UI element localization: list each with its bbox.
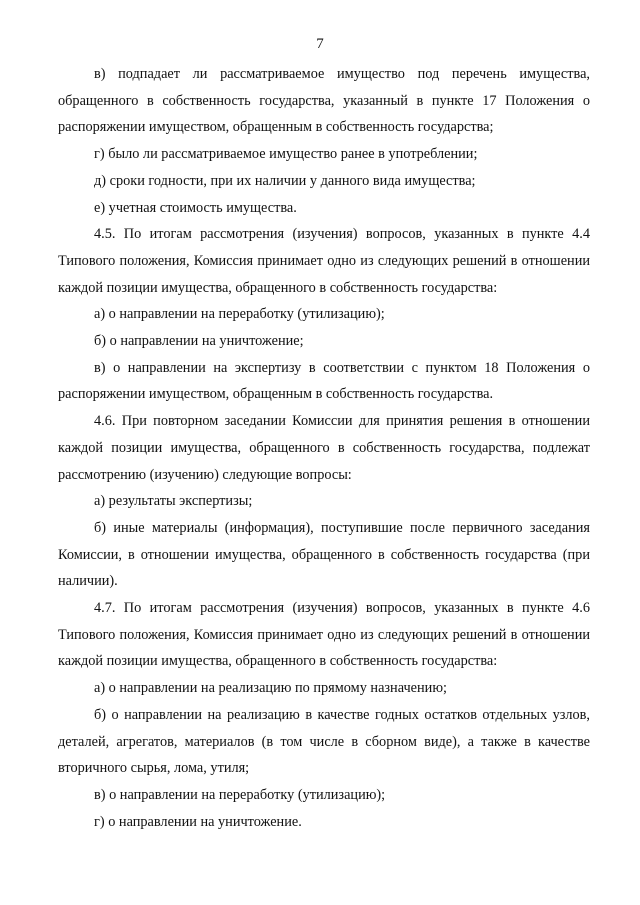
paragraph-4-6-item-b: б) иные материалы (информация), поступившие после первичного заседания Комиссии, в отношении имущества, обращенного в собственность государства (при наличии). — [58, 519, 590, 590]
paragraph-clause-4-7: 4.7. По итогам рассмотрения (изучения) вопросов, указанных в пункте 4.6 Типового положения, Комиссия принимает одно из следующих решений в отношении каждой позиции имущества, обращенного в собственность государства: — [58, 600, 590, 670]
paragraph-4-7-option-v: в) о направлении на переработку (утилизацию); — [94, 786, 386, 803]
paragraph-4-7-option-g: г) о направлении на уничтожение. — [94, 813, 302, 830]
paragraph-clause-4-6: 4.6. При повторном заседании Комиссии для принятия решения в отношении каждой позиции имущества, обращенного в собственность государства, подлежат рассмотрению (изучению) следующие вопросы: — [58, 413, 590, 483]
paragraph-4-6-item-a: а) результаты экспертизы; — [94, 493, 253, 510]
paragraph-4-5-option-a: а) о направлении на переработку (утилизацию); — [94, 306, 385, 323]
paragraph-4-5-option-v: в) о направлении на экспертизу в соответствии с пунктом 18 Положения о распоряжении имуществом, обращенным в собственность государства. — [58, 359, 590, 403]
paragraph-item-g-used: г) было ли рассматриваемое имущество ранее в употреблении; — [94, 146, 478, 163]
paragraph-item-v-list: в) подпадает ли рассматриваемое имущество под перечень имущества, обращенного в собственность государства, указанный в пункте 17 Положения о распоряжении имуществом, обращенным в собственность государства; — [58, 66, 590, 136]
paragraph-item-e-cost: е) учетная стоимость имущества. — [94, 199, 297, 216]
paragraph-item-d-expiry: д) сроки годности, при их наличии у данного вида имущества; — [94, 172, 476, 189]
paragraph-4-5-option-b: б) о направлении на уничтожение; — [94, 333, 304, 350]
paragraph-clause-4-5: 4.5. По итогам рассмотрения (изучения) вопросов, указанных в пункте 4.4 Типового положения, Комиссия принимает одно из следующих решений в отношении каждой позиции имущества, обращенного в собственность государства: — [58, 226, 590, 296]
paragraph-4-7-option-b: б) о направлении на реализацию в качестве годных остатков отдельных узлов, деталей, агрегатов, материалов (в том числе в сборном виде), а также в качестве вторичного сырья, лома, утиля; — [58, 706, 590, 777]
page-number: 7 — [316, 36, 324, 52]
paragraph-4-7-option-a: а) о направлении на реализацию по прямому назначению; — [94, 680, 447, 697]
document-body — [58, 61, 590, 835]
